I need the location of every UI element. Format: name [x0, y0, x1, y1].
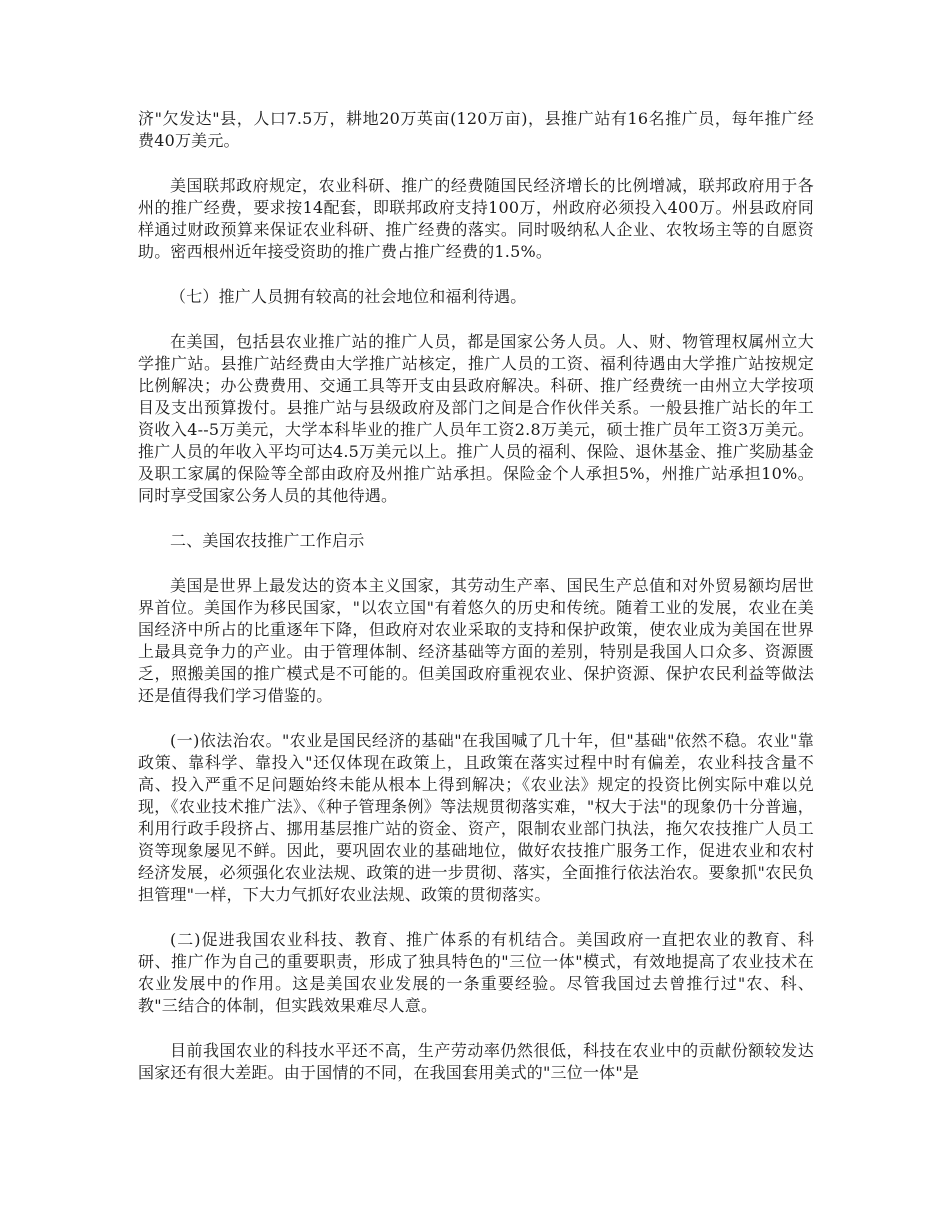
document-page: [138, 108, 814, 1107]
paragraph-6: 美国是世界上最发达的资本主义国家，其劳动生产率、国民生产总值和对外贸易额均居世界首位。美国作为移民国家，"以农立国"有着悠久的历史和传统。随着工业的发展，农业在美国经济中所占的比重逐年下降，但政府对农业采取的支持和保护政策，使农业成为美国在世界上最具竞争力的产业。由于管理体制、经济基础等方面的差别，特别是我国人口众多、资源匮乏，照搬美国的推广模式是不可能的。但美国政府重视农业、保护资源、保护农民利益等做法还是值得我们学习借鉴的。: [138, 576, 814, 705]
section-heading-2: 二、美国农技推广工作启示: [170, 531, 365, 550]
paragraph-7: (一)依法治农。"农业是国民经济的基础"在我国喊了几十年，但"基础"依然不稳。农业"靠政策、靠科学、靠投入"还仅体现在政策上，且政策在落实过程中时有偏差，农业科技含量不高、投入严重不足问题始终未能从根本上得到解决；《农业法》规定的投资比例实际中难以兑现，《农业技术推广法》、《种子管理条例》等法规贯彻落实难，"权大于法"的现象仍十分普遍，利用行政手段挤占、挪用基层推广站的资金、资产，限制农业部门执法，拖欠农技推广人员工资等现象屡见不鲜。因此，要巩固农业的基础地位，做好农技推广服务工作，促进农业和农村经济发展，必须强化农业法规、政策的进一步贯彻、落实，全面推行依法治农。要象抓"农民负担管理"一样，下大力气抓好农业法规、政策的贯彻落实。: [138, 731, 814, 904]
paragraph-1: 济"欠发达"县，人口7.5万，耕地20万英亩(120万亩)，县推广站有16名推广员，每年推广经费40万美元。: [138, 109, 814, 150]
section-heading-7: （七）推广人员拥有较高的社会地位和福利待遇。: [170, 287, 527, 306]
paragraph-2: 美国联邦政府规定，农业科研、推广的经费随国民经济增长的比例增减，联邦政府用于各州的推广经费，要求按14配套，即联邦政府支持100万，州政府必须投入400万。州县政府同样通过财政预算来保证农业科研、推广经费的落实。同时吸纳私人企业、农牧场主等的自愿资助。密西根州近年接受资助的推广费占推广经费的1.5%。: [138, 176, 814, 261]
paragraph-9: 目前我国农业的科技水平还不高，生产劳动率仍然很低，科技在农业中的贡献份额较发达国家还有很大差距。由于国情的不同，在我国套用美式的"三位一体"是: [138, 1041, 814, 1082]
paragraph-8: (二)促进我国农业科技、教育、推广体系的有机结合。美国政府一直把农业的教育、科研、推广作为自己的重要职责，形成了独具特色的"三位一体"模式，有效地提高了农业技术在农业发展中的作用。这是美国农业发展的一条重要经验。尽管我国过去曾推行过"农、科、教"三结合的体制，但实践效果难尽人意。: [138, 930, 814, 1015]
paragraph-4: 在美国，包括县农业推广站的推广人员，都是国家公务人员。人、财、物管理权属州立大学推广站。县推广站经费由大学推广站核定，推广人员的工资、福利待遇由大学推广站按规定比例解决；办公费费用、交通工具等开支由县政府解决。科研、推广经费统一由州立大学按项目及支出预算拨付。县推广站与县级政府及部门之间是合作伙伴关系。一般县推广站长的年工资收入4--5万美元，大学本科毕业的推广人员年工资2.8万美元，硕士推广员年工资3万美元。推广人员的年收入平均可达4.5万美元以上。推广人员的福利、保险、退休基金、推广奖励基金及职工家属的保险等全部由政府及州推广站承担。保险金个人承担5%，州推广站承担10%。同时享受国家公务人员的其他待遇。: [138, 332, 814, 505]
